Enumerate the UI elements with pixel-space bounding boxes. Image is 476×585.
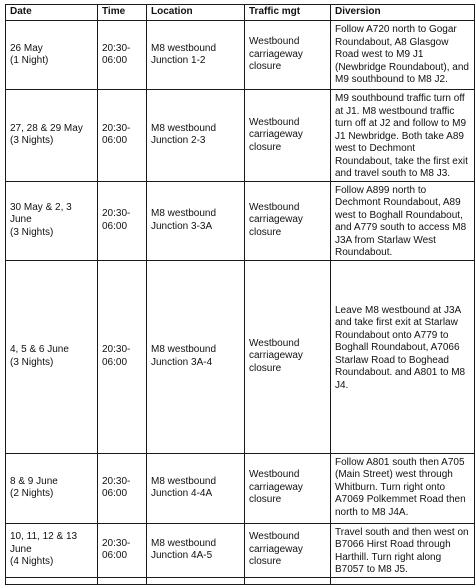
nights-text: (3 Nights) [10,226,54,238]
date-text: 10, 11, 12 & 13 [10,531,78,543]
header-date: Date [6,5,98,21]
date-cell [6,523,98,577]
time-cell: 20:30- 06:00 [98,453,147,523]
time-cell: 20:30- 06:00 [98,260,147,453]
diversion-cell: Follow A720 north to Gogar Roundabout, A8 Glasgow Road west to M9 J1 (Newbridge Roundabout), and M9 southbound to M8 J2. [331,21,475,90]
location-cell: M8 westbound Junction 1-2 [147,21,245,90]
date-cell [6,260,98,453]
traffic-mgt-cell: Westbound carriageway closure [245,260,331,453]
roadworks-schedule-table [5,4,475,585]
date-cell [6,90,98,182]
time-cell: 20:30- 06:00 [98,523,147,577]
date-text: 27, 28 & 29 May [10,122,83,134]
date-text: 30 May & 2, 3 [10,201,72,213]
nights-text: (4 Nights) [10,556,54,568]
traffic-mgt-cell: Westbound carriageway closure [245,453,331,523]
nights-text: (2 Nights) [10,488,54,499]
nights-text: (1 Night) [10,55,49,66]
table-header-row [6,5,475,21]
date-text: June [10,543,32,555]
traffic-mgt-cell: Westbound carriageway closure [245,21,331,90]
table-row [6,181,475,260]
time-cell: 20:30- 06:00 [98,90,147,182]
header-traffic-mgt: Traffic mgt [245,5,331,21]
date-cell [6,21,98,90]
diversion-cell: Travel south and then west on B7066 Hirst Road through Harthill. Turn right along B7057 to M8 J5. [331,523,475,577]
table-row [6,453,475,523]
table-row-partial [6,577,475,584]
time-cell: 20:30- 06:00 [98,21,147,90]
date-text: 26 May [10,42,43,54]
traffic-mgt-cell: Westbound carriageway closure [245,90,331,182]
location-cell: M8 westbound Junction 3-3A [147,181,245,260]
diversion-cell: M9 southbound traffic turn off at J1. M8 westbound traffic turn off at J2 and follow to M9 J1 Newbridge. Both take A89 west to Dechmont Roundabout, take the first exit and travel south to M8 J3. [331,90,475,182]
diversion-cell: Follow A899 north to Dechmont Roundabout, A89 west to Boghall Roundabout, and A779 south to access M8 J3A from Starlaw West Roundabout. [331,181,475,260]
traffic-mgt-cell: Westbound carriageway closure [245,181,331,260]
table-row [6,260,475,453]
location-cell: M8 westbound Junction 4-4A [147,453,245,523]
table-row [6,523,475,577]
diversion-cell: Leave M8 westbound at J3A and take first exit at Starlaw Roundabout onto A779 to Boghall Roundabout, A7066 Starlaw Road to Boghead Roundabout. and A801 to M8 J4. [331,260,475,453]
header-diversion: Diversion [331,5,475,21]
date-cell [6,181,98,260]
date-text: 4, 5 & 6 June [10,344,69,355]
date-text: June [10,214,32,226]
time-cell: 20:30- 06:00 [98,181,147,260]
date-text: 8 & 9 June [10,475,58,487]
location-cell: M8 westbound Junction 3A-4 [147,260,245,453]
nights-text: (3 Nights) [10,135,54,147]
location-cell: M8 westbound Junction 4A-5 [147,523,245,577]
date-cell [6,453,98,523]
location-cell: M8 westbound Junction 2-3 [147,90,245,182]
table-row [6,90,475,182]
table-row [6,21,475,90]
traffic-mgt-cell: Westbound carriageway closure [245,523,331,577]
nights-text: (3 Nights) [10,356,54,368]
diversion-cell: Follow A801 south then A705 (Main Street) west through Whitburn. Turn right onto A7069 Polkemmet Road then north to M8 J4A. [331,453,475,523]
header-time: Time [98,5,147,21]
header-location: Location [147,5,245,21]
